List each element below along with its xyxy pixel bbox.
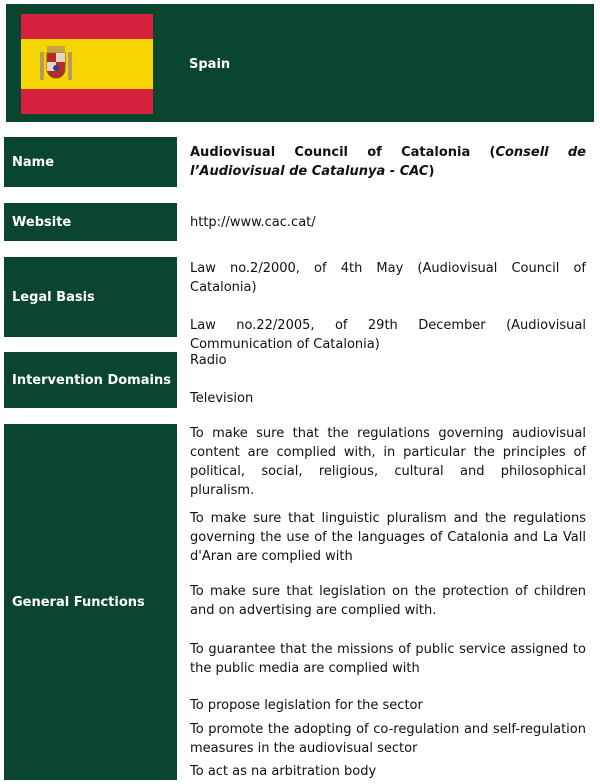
legal-basis-label: Legal Basis xyxy=(4,257,177,337)
country-header xyxy=(6,4,594,122)
general-function-item: To make sure that legislation on the protection of children and on advertising are complied with. xyxy=(190,584,586,618)
spain-flag xyxy=(21,14,153,114)
legal-basis-item: Law no.22/2005, of 29th December (Audiovisual Communication of Catalonia) xyxy=(190,318,586,352)
name-label: Name xyxy=(4,137,177,187)
intervention-domains-list xyxy=(190,351,586,408)
legal-basis-list xyxy=(190,259,586,354)
website-label: Website xyxy=(4,203,177,241)
general-function-item: To promote the adopting of co-regulation and self-regulation measures in the audiovisual sector xyxy=(190,722,586,756)
intervention-domain-item: Television xyxy=(190,391,254,406)
general-functions-list xyxy=(190,424,586,781)
intervention-domain-item: Radio xyxy=(190,353,227,368)
website-value[interactable]: http://www.cac.cat/ xyxy=(190,215,316,230)
general-functions-label: General Functions xyxy=(4,424,177,780)
coat-of-arms-icon xyxy=(39,42,73,86)
intervention-domains-label: Intervention Domains xyxy=(4,352,177,408)
general-function-item: To propose legislation for the sector xyxy=(190,698,423,713)
name-value-original: Consell de l’Audiovisual de Catalunya - CAC xyxy=(190,145,586,179)
general-function-item: To guarantee that the missions of public service assigned to the public media are complied with xyxy=(190,642,586,676)
legal-basis-item: Law no.2/2000, of 4th May (Audiovisual Council of Catalonia) xyxy=(190,261,586,295)
general-function-item: To make sure that linguistic pluralism and the regulations governing the use of the languages of Catalonia and La Vall d'Aran are complied with xyxy=(190,511,586,564)
country-name: Spain xyxy=(189,57,231,72)
general-function-item: To act as na arbitration body xyxy=(190,764,377,779)
general-function-item: To make sure that the regulations governing audiovisual content are complied with, in particular the principles of political, social, religious, cultural and philosophical pluralism. xyxy=(190,426,586,498)
name-value: Audiovisual Council of Catalonia (Consell de l’Audiovisual de Catalunya - CAC) xyxy=(190,145,586,179)
